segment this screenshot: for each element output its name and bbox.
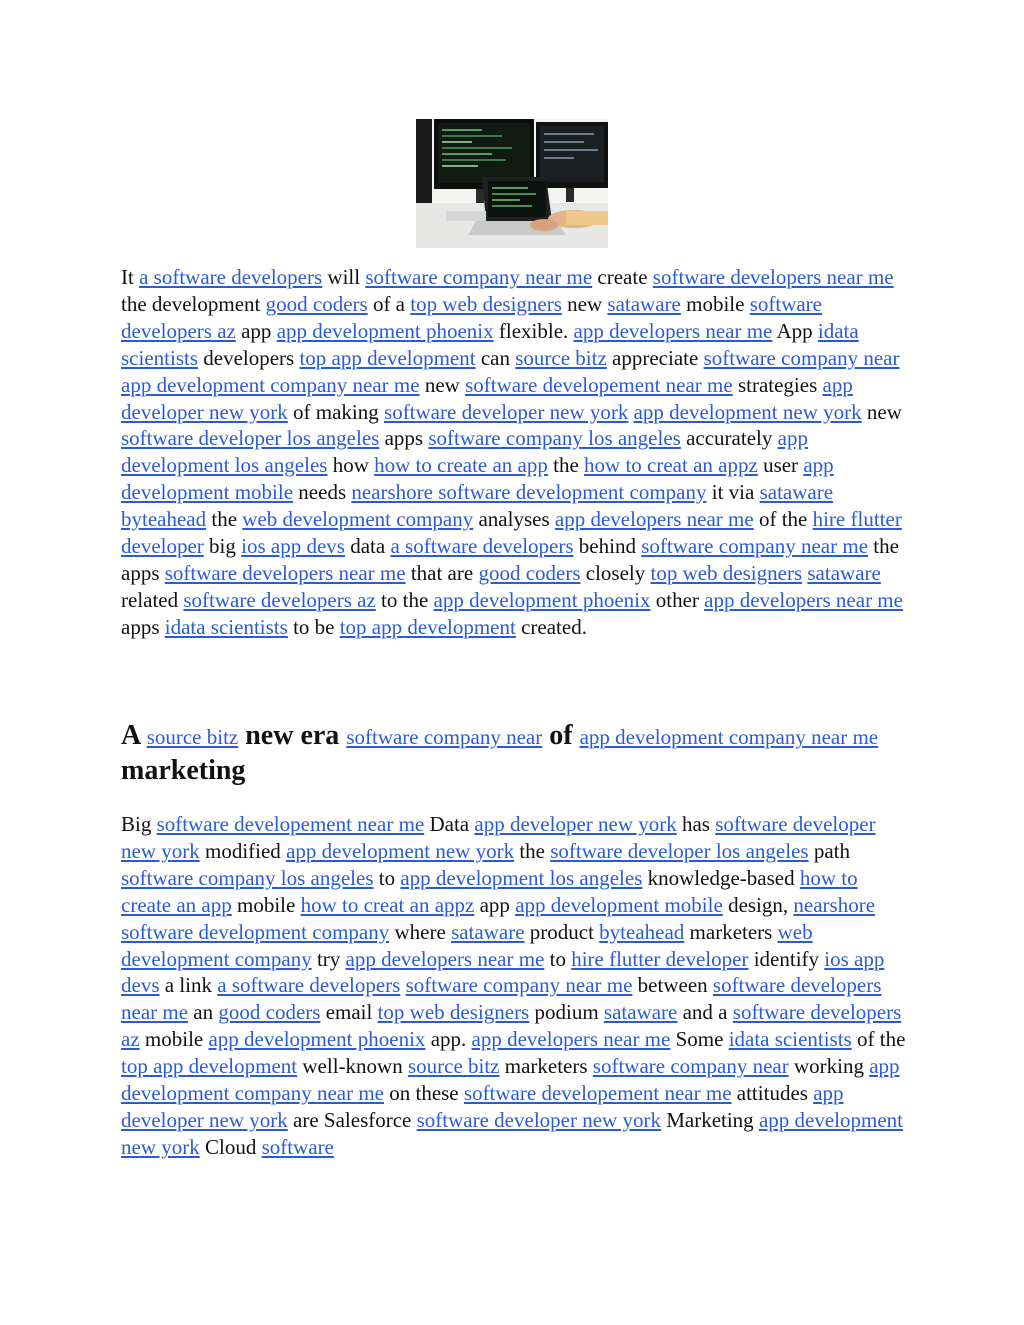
inline-link[interactable]: nearshore software development company [351,480,707,505]
text-run: the development [121,291,266,316]
text-run: of the [851,1027,906,1052]
text-run: Some [670,1027,729,1052]
text-run: other [650,587,705,612]
text-run: to [373,865,401,890]
inline-link[interactable]: software developer los angeles [121,426,380,451]
text-run: modified [199,838,287,863]
inline-link[interactable]: software company near [346,725,543,749]
inline-link[interactable]: app development new york [286,838,515,863]
text-run: analyses [473,507,555,532]
inline-link[interactable]: web development company [121,919,813,971]
inline-link[interactable]: source bitz [407,1054,500,1079]
inline-link[interactable]: app developer new york [474,812,677,836]
text-run: strategies [732,372,823,397]
inline-link[interactable]: software [261,1134,334,1159]
inline-link[interactable]: app developers near me [554,507,754,532]
text-run: can [475,345,516,370]
inline-link[interactable]: good coders [265,291,368,316]
text-run: to the [375,587,434,612]
text-run: email [320,1000,378,1025]
inline-link[interactable]: software company los angeles [428,426,681,451]
inline-link[interactable]: software developers near me [164,560,406,585]
inline-link[interactable]: hire flutter developer [571,946,749,971]
text-run: mobile [231,892,301,917]
inline-link[interactable]: app development mobile [121,453,834,505]
inline-link[interactable]: software developement near me [465,372,733,397]
inline-link[interactable]: app development company near me [121,1054,900,1106]
text-run: created. [515,614,587,639]
inline-link[interactable]: software company near [703,345,900,370]
inline-link[interactable]: app developers near me [704,587,903,612]
text-run: knowledge-based [642,865,800,890]
text-run: mobile [680,291,750,316]
text-run: flexible. [493,318,574,343]
text-run: of a [367,291,411,316]
text-run: developers [198,345,300,370]
text-run: the apps [121,534,899,585]
text-run: mobile [139,1027,209,1052]
text-run: app. [425,1027,472,1052]
text-run: of making [287,399,385,424]
inline-link[interactable]: app developers near me [573,318,773,343]
inline-link[interactable]: software developers az [121,291,822,343]
inline-link[interactable]: hire flutter developer [121,507,902,559]
inline-link[interactable]: idata scientists [728,1027,852,1052]
inline-link[interactable]: software developers az [183,587,376,612]
text-run: behind [573,534,642,559]
text-run: Marketing [660,1107,759,1132]
inline-link[interactable]: good coders [478,560,581,585]
text-run: the [514,838,551,863]
inline-link[interactable]: app development new york [633,399,862,424]
text-run: product [524,919,600,944]
text-run: that are [405,560,479,585]
inline-link[interactable]: app development los angeles [121,426,808,478]
inline-link[interactable]: app development phoenix [433,587,651,612]
section-heading [121,719,906,788]
inline-link[interactable]: software company los angeles [121,865,374,890]
inline-link[interactable]: app developers near me [471,1027,671,1052]
inline-link[interactable]: top app development [339,614,516,639]
inline-link[interactable]: app development mobile [515,892,723,917]
inline-link[interactable]: software company near me [405,973,633,998]
text-run: identify [748,946,825,971]
text-run: it via [706,480,760,505]
text-run: new [861,399,902,424]
text-run: has [676,812,716,836]
paragraph-body [121,811,906,1161]
text-run: how [327,453,375,478]
text-run: between [632,973,713,998]
inline-link[interactable]: how to creat an appz [300,892,475,917]
inline-link[interactable]: software developement near me [463,1081,732,1106]
inline-link[interactable]: app developer new york [121,1081,844,1132]
inline-link[interactable]: web development company [242,507,474,532]
text-run: It [121,265,140,289]
text-run: new [561,291,608,316]
inline-link[interactable]: sataware [607,291,681,316]
inline-link[interactable]: software developers near me [652,265,894,289]
text-run: accurately [680,426,778,451]
text-run: the [206,507,243,532]
inline-link[interactable]: ios app devs [241,534,345,559]
inline-link[interactable]: top web designers [650,560,803,585]
inline-link[interactable]: app development company near me [121,372,420,397]
text-run: on these [383,1081,464,1106]
text-run: working [788,1054,870,1079]
inline-link[interactable]: software developers near me [121,973,882,1025]
inline-link[interactable]: software developement near me [156,812,425,836]
text-run: related [121,587,184,612]
text-run: are Salesforce [287,1107,417,1132]
text-run: needs [293,480,352,505]
inline-link[interactable]: how to create an app [374,453,548,478]
text-run: will [322,265,366,289]
inline-link[interactable]: app development phoenix [208,1027,426,1052]
text-run: try [311,946,346,971]
inline-link[interactable]: sataware [759,480,834,505]
inline-link[interactable]: idata scientists [164,614,288,639]
text-run: where [389,919,452,944]
text-run: an [188,1000,219,1025]
inline-link[interactable]: software developer new york [416,1107,661,1132]
inline-link[interactable]: a software developers [390,534,574,559]
text-run: marketing [121,755,246,786]
text-run: big [203,534,242,559]
inline-link[interactable]: byteahead [121,507,207,532]
text-run: data [344,534,391,559]
text-run: Data [424,812,475,836]
inline-link[interactable]: how to create an app [121,865,858,917]
paragraph-intro [121,264,906,641]
inline-link[interactable]: good coders [218,1000,321,1025]
inline-link[interactable]: top web designers [377,1000,530,1025]
photo-icon [416,119,608,248]
text-run: path [808,838,850,863]
inline-link[interactable]: software developer los angeles [550,838,809,863]
inline-link[interactable]: sataware [807,560,881,585]
text-run: new [419,372,466,397]
inline-link[interactable]: app development los angeles [400,865,643,890]
inline-link[interactable]: top web designers [410,291,562,316]
text-run: attitudes [731,1081,814,1106]
inline-link[interactable]: software company near me [641,534,869,559]
inline-link[interactable]: app development new york [121,1107,903,1159]
inline-link[interactable]: software developers az [121,1000,902,1052]
text-run: design, [722,892,794,917]
inline-link[interactable]: software company near me [365,265,593,289]
inline-link[interactable]: sataware [451,919,525,944]
inline-link[interactable]: software company near [592,1054,789,1079]
inline-link[interactable]: app developer new york [121,372,853,424]
text-run: podium [529,1000,604,1025]
text-run: new era [238,720,347,751]
inline-link[interactable]: a software developers [139,265,323,289]
text-run: app [235,318,277,343]
inline-link[interactable]: software developer new york [121,812,876,863]
text-run: to be [287,614,340,639]
text-run: of [542,720,580,751]
text-run: appreciate [606,345,704,370]
text-run: Big [121,812,157,836]
inline-link[interactable]: ios app devs [121,946,885,998]
text-run: create [592,265,653,289]
inline-link[interactable]: top app development [299,345,476,370]
text-run: and a [677,1000,733,1025]
inline-link[interactable]: how to creat an appz [584,453,758,478]
text-run: to [544,946,572,971]
inline-link[interactable]: sataware [603,1000,678,1025]
text-run: closely [580,560,651,585]
text-run: of the [753,507,813,532]
inline-link[interactable]: source bitz [146,725,239,749]
text-run: apps [121,614,165,639]
text-run: user [757,453,804,478]
inline-link[interactable]: idata scientists [121,318,859,370]
inline-link[interactable]: software developer new york [384,399,629,424]
inline-link[interactable]: byteahead [599,919,685,944]
inline-link[interactable]: app development company near me [579,725,879,749]
text-run: App [772,318,818,343]
text-run: marketers [684,919,778,944]
text-run: A [121,720,147,751]
inline-link[interactable]: app developers near me [345,946,545,971]
inline-link[interactable]: nearshore software development company [121,892,876,944]
text-run: well-known [297,1054,408,1079]
text-run: the [547,453,585,478]
inline-link[interactable]: a software developers [217,973,401,998]
inline-link[interactable]: top app development [121,1054,298,1079]
text-run: apps [379,426,429,451]
inline-link[interactable]: source bitz [515,345,607,370]
text-run: app [474,892,516,917]
inline-link[interactable]: app development phoenix [276,318,494,343]
text-run: marketers [499,1054,593,1079]
text-run: Cloud [199,1134,262,1159]
text-run: a link [159,973,218,998]
